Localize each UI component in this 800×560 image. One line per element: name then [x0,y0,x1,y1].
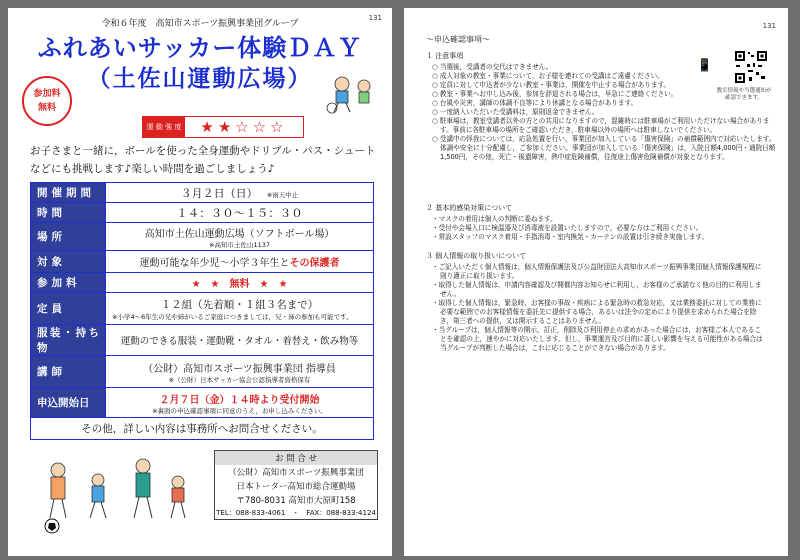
qr-note: 教室情報や当選通知が確認できます。 [716,88,772,101]
row-value [106,183,374,203]
row-value [106,251,374,273]
row-label: 定員 [31,293,106,325]
qr-code [734,50,768,84]
list-item: ○ 成人対象の教室・事業について，お子様を連れての受講はご遠慮ください。 [432,72,664,80]
row-value [106,293,374,325]
row-label: 申込開始日 [31,388,106,418]
section-title: １ 注意事項 [426,52,464,60]
table-row [31,183,374,203]
belongings-value: 運動のできる服装・運動靴・タオル・着替え・飲み物等 [106,325,374,356]
exercise-intensity [142,116,304,138]
badge-line-1: 参加料 [33,89,61,99]
target-guardian: その保護者 [289,258,340,269]
venue-address: ※高知市土佐山1137 [209,240,270,249]
footer-note: その他，詳しい内容は事務所へお問合せください。 [31,418,374,440]
capacity-note: ※小学4～6年生の兄や姉がいるご家庭につきましては，兄・姉の参加も可能です。 [112,312,353,321]
free-badge [22,76,72,126]
notes-section-privacy [426,252,766,353]
event-title: ふれあいサッカー体験ＤＡＹ [37,34,363,62]
list-item: ○ 当選後，受講者の交代はできません。 [432,63,553,71]
organizer-line: 令和６年度 高知市スポーツ振興事業団グループ [101,19,299,29]
target-value: 運動可能な年少児～小学３年生と [139,258,290,269]
fee-value: ★ ★ 無料 ★ ★ [106,273,374,293]
list-item: ・当グループは，個人情報等の開示，訂正，削除及び利用停止の求めがあった場合には，お客様ご本人であることを確認の上，速やかに対応いたします。但し，事業運営及び目的に著しい影響を与える可能性がある場合は当グループが判断した場合は，これに応じることができない場合があります。 [432,326,763,352]
badge-line-2: 無料 [37,103,56,113]
list-item: ・取得した個人情報は，申請内容確認及び開催内容お知らせに利用し，お客様のご承諾なく他の目的に利用しません。 [432,281,762,298]
apply-note: ※裏面の申込確認事項に同意のうえ，お申し込みください。 [152,406,327,415]
table-row [31,356,374,388]
table-row [31,223,374,251]
contact-heading: お 問 合 せ [215,451,377,465]
table-row [31,203,374,223]
table-row [31,251,374,273]
page-number: 131 [368,14,382,22]
list-item: ○ 駐車場は，教室受講者以外の方との共用になりますので，混雑時には駐車場がご利用いただけない場合があります。事前に各駐車場の場所をご確認いただき，駐車場以外の場所へは駐車しないでください。 [432,117,770,134]
page-right [404,8,788,556]
list-item: ・常設スタッフのマスク着用・手指消毒・室内換気・カーテンの設置は引き続き実施します。 [432,233,709,241]
page-number: 131 [762,22,776,30]
row-label: 参加料 [31,273,106,293]
apply-start-value: ２月７日（金）１４時より受付開始 [159,394,320,406]
notes-section-infection [426,204,766,242]
contact-facility: 日本トーター高知市総合運動場 [236,482,356,492]
capacity-value: １２組（先着順・１組３名まで） [160,298,319,311]
row-label: 服装・持ち物 [31,325,106,356]
row-label: 時間 [31,203,106,223]
table-row [31,293,374,325]
row-value [106,388,374,418]
list-item: ○ 台風や災害，講師の体調不良等により休講となる場合があります。 [432,99,638,107]
row-value [106,223,374,251]
table-row [31,325,374,356]
table-row [31,418,374,440]
intro-text: お子さまと一緒に，ボールを使った全身運動やドリブル・パス・シュートなどにも挑戦します♪楽しい時間を過ごしましょう♪ [30,145,376,175]
list-item: ○ 一度納入いただいた受講料は，原則返金できません。 [432,108,599,116]
list-item: ・マスクの着用は個人の判断に委ねます。 [432,215,557,223]
date-value: ３月２日（日） [180,186,258,200]
table-row [31,388,374,418]
list-item: ○ 受講中の怪我については，応急処置を行い，事業団が加入している「傷害保険」の補償範囲内で対応いたします。体調や安全に十分配慮し，ご参加ください。事業団が加入している「傷害保険」は，入院日額4,000円・通院日額1,500円，その他，死亡・後遺障害，熱中症危険補償，往復途上傷害危険補償が対象となります。 [432,135,776,161]
section-title: ３ 個人情報の取り扱いについて [426,252,527,260]
soccer-kids-illustration [324,74,382,116]
venue-value: 高知市土佐山運動広場（ソフトボール場） [144,228,335,240]
section-title: ２ 基本的感染対策について [426,204,513,212]
list-item: ・ご記入いただく個人情報は，個人情報保護法及び公益財団法人高知市スポーツ振興事業団個人情報保護規程に則り適正に取り扱います。 [432,263,762,280]
intensity-stars: ★★☆☆☆ [200,118,288,136]
event-venue-title: （土佐山運動広場） [87,66,313,92]
row-label: 対象 [31,251,106,273]
notes-heading: ～申込確認事項～ [426,35,490,44]
list-item: ○ 教室・事業へお申し込み後，参加を辞退される場合は，早急にご連絡ください。 [432,90,678,98]
list-item: ○ 定員に対して申込者が少ない教室・事業は，開催を中止する場合があります。 [432,81,671,89]
list-item: ・取得した個人情報は，緊急時，お客様の事故・疾病による緊急時の救急対応，又は業務委託に対しての業務に必要な範囲でのお客様情報を委託先に提供する場合，あるいは法令の定めにより提供を求められた場合を除き，第三者への提供，又は開示することはありません。 [432,299,762,325]
row-label: 場所 [31,223,106,251]
smartphone-icon: 📱 [697,58,712,72]
instructor-value: （公財）高知市スポーツ振興事業団 指導員 [143,363,336,375]
time-value: １４：３０～１５：３０ [106,203,374,223]
row-label: 開催期間 [31,183,106,203]
contact-address: 〒780-8031 高知市大原町158 [236,496,356,506]
contact-org: （公財）高知市スポーツ振興事業団 [228,468,364,478]
intensity-label: 運 動 強 度 [143,117,185,137]
event-info-table [30,182,374,440]
list-item: ・受付や会場入口に検温器及び消毒液を設置いたしますので，必要な方はご利用ください。 [432,224,703,232]
page-left [8,8,392,556]
rain-note: ※雨天中止 [266,190,299,199]
family-soccer-illustration [38,456,208,536]
contact-box [214,450,378,520]
table-row [31,273,374,293]
contact-phone: TEL：088-833-4061 ・ FAX：088-833-4124 [216,509,376,517]
instructor-note: ※（公財）日本サッカー協会公認指導者資格保有 [168,375,311,384]
row-label: 講師 [31,356,106,388]
row-value [106,356,374,388]
